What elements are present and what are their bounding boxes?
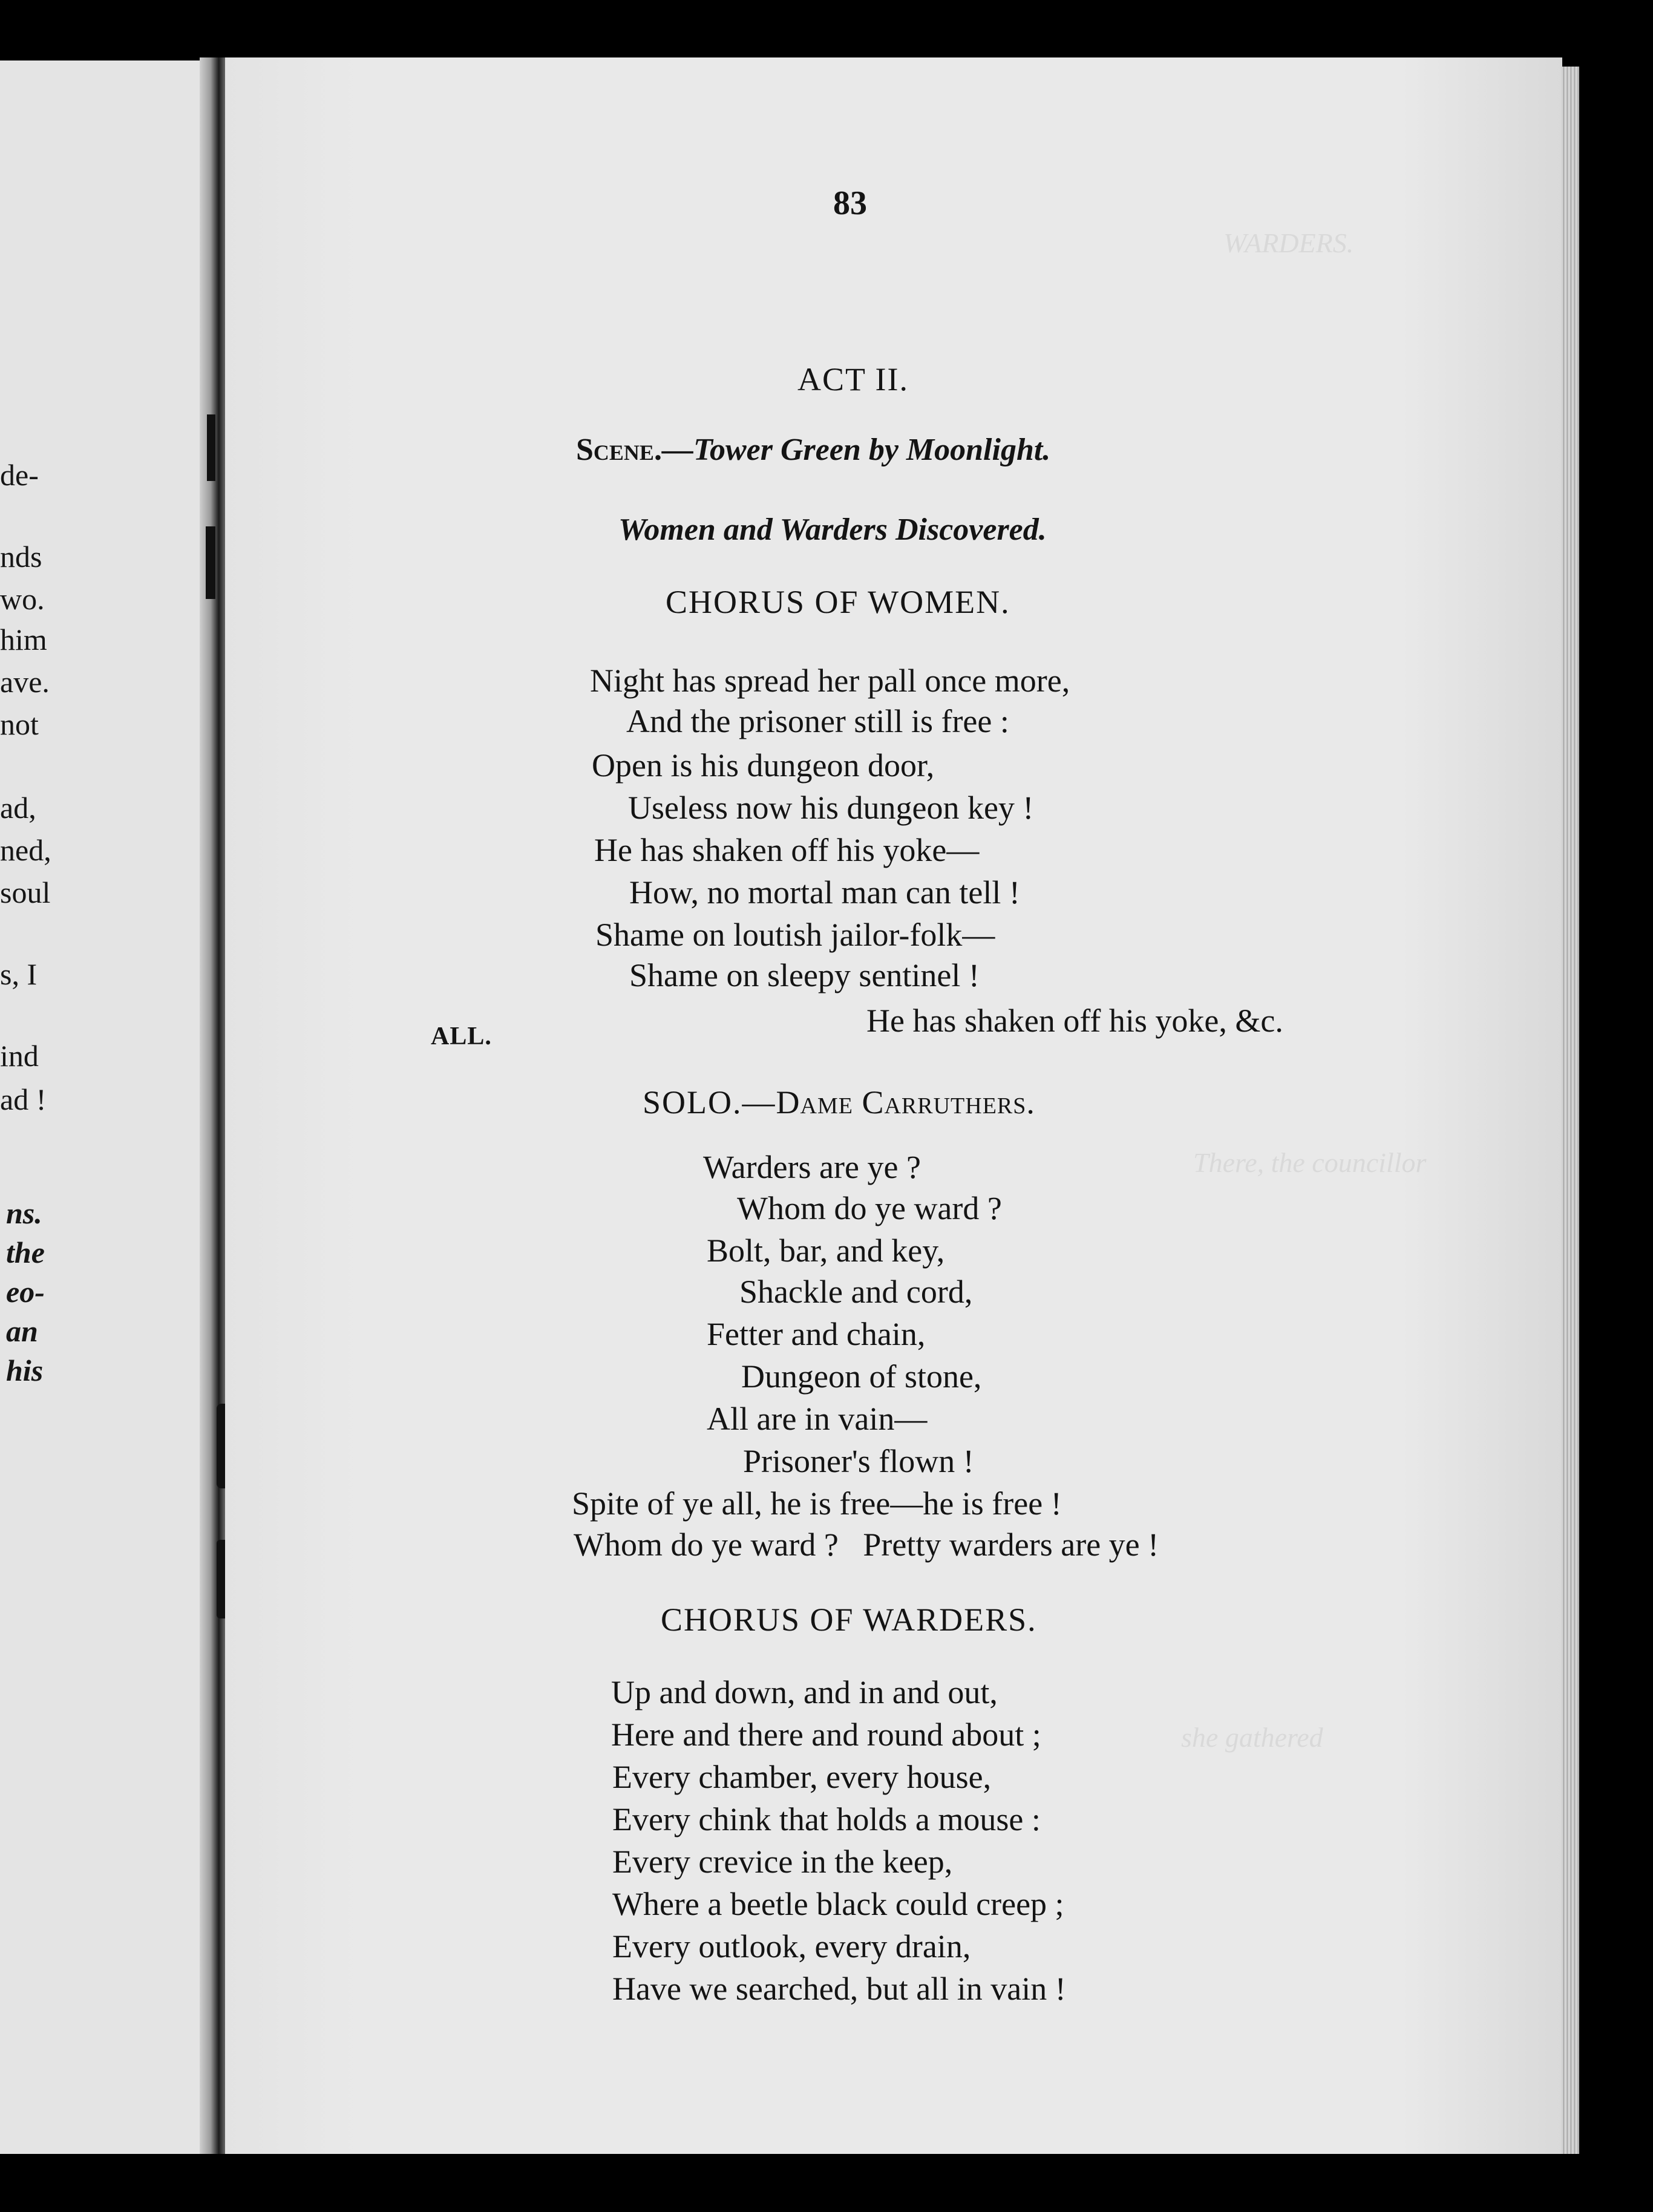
verse-line: Whom do ye ward ? Pretty warders are ye ! (574, 1526, 1159, 1563)
verse-line: Dungeon of stone, (741, 1358, 982, 1395)
act-title: ACT II. (797, 361, 909, 398)
verse-line: Up and down, and in and out, (611, 1674, 998, 1710)
verse-line: Here and there and round about ; (611, 1716, 1041, 1753)
scene-heading (576, 434, 1050, 466)
left-page (0, 61, 221, 2184)
solo-heading (643, 1086, 1035, 1119)
binding-mark (207, 414, 215, 481)
verse-line: Shame on sleepy sentinel ! (629, 957, 980, 993)
left-page-fragment: ad, (0, 791, 36, 825)
left-page-fragment: ave. (0, 665, 50, 699)
verse-line: Have we searched, but all in vain ! (612, 1971, 1066, 2007)
left-page-fragment: an (6, 1314, 38, 1348)
verse-line: Open is his dungeon door, (592, 747, 935, 784)
solo-prefix: SOLO.— (643, 1084, 776, 1121)
right-page: WARDERS. There, the councillor she gathered (225, 57, 1562, 2187)
verse-line: Where a beetle black could creep ; (612, 1886, 1064, 1922)
verse-line: Every outlook, every drain, (612, 1928, 971, 1965)
verse-line: Every chamber, every house, (612, 1759, 992, 1795)
verse-line: Warders are ye ? (703, 1149, 921, 1185)
verse-line: Every chink that holds a mouse : (612, 1801, 1041, 1837)
verse-line: All are in vain— (707, 1401, 928, 1437)
verse-line: Every crevice in the keep, (612, 1844, 953, 1880)
verse-line: Shame on loutish jailor-folk— (595, 917, 995, 953)
verse-line: Fetter and chain, (707, 1316, 926, 1352)
book-gutter (200, 57, 227, 2187)
verse-line: He has shaken off his yoke, &c. (866, 1003, 1283, 1039)
left-page-fragment: ad ! (0, 1082, 47, 1116)
left-page-fragment: s, I (0, 957, 38, 991)
page-edge (1561, 67, 1579, 2178)
verse-line: Prisoner's flown ! (743, 1443, 974, 1479)
verse-line: And the prisoner still is free : (626, 703, 1009, 739)
verse-line: Spite of ye all, he is free—he is free ! (572, 1485, 1062, 1522)
left-page-fragment: eo- (6, 1275, 45, 1309)
scene-label: Scene. (576, 433, 662, 467)
verse-line: Bolt, bar, and key, (707, 1232, 945, 1269)
all-speaker-label: ALL. (431, 1023, 492, 1050)
left-page-fragment: de- (0, 458, 39, 492)
scan-border-bottom (0, 2154, 1653, 2212)
left-page-fragment: ned, (0, 833, 51, 867)
verse-line: Useless now his dungeon key ! (628, 790, 1034, 826)
page-number: 83 (833, 185, 867, 222)
left-page-fragment: not (0, 707, 39, 741)
left-page-fragment: the (6, 1235, 45, 1269)
left-page-fragment: him (0, 623, 47, 656)
chorus-women-title: CHORUS OF WOMEN. (666, 584, 1010, 620)
verse-line: Whom do ye ward ? (737, 1190, 1002, 1226)
binding-mark (206, 526, 215, 599)
chorus-warders-title: CHORUS OF WARDERS. (661, 1602, 1037, 1638)
left-page-fragment: ind (0, 1039, 39, 1073)
solo-singer: Dame Carruthers. (776, 1084, 1035, 1121)
left-page-fragment: ns. (6, 1196, 42, 1230)
verse-line: How, no mortal man can tell ! (629, 874, 1020, 911)
verse-line: Shackle and cord, (739, 1274, 973, 1310)
left-page-fragment: wo. (0, 582, 45, 616)
scene-text: —Tower Green by Moonlight. (661, 433, 1051, 467)
left-page-fragment: nds (0, 540, 42, 574)
verse-line: Night has spread her pall once more, (590, 663, 1070, 699)
verse-line: He has shaken off his yoke— (594, 832, 980, 868)
left-page-fragment: soul (0, 875, 51, 909)
stage-direction: Women and Warders Discovered. (618, 512, 1047, 547)
left-page-fragment: his (6, 1353, 44, 1387)
